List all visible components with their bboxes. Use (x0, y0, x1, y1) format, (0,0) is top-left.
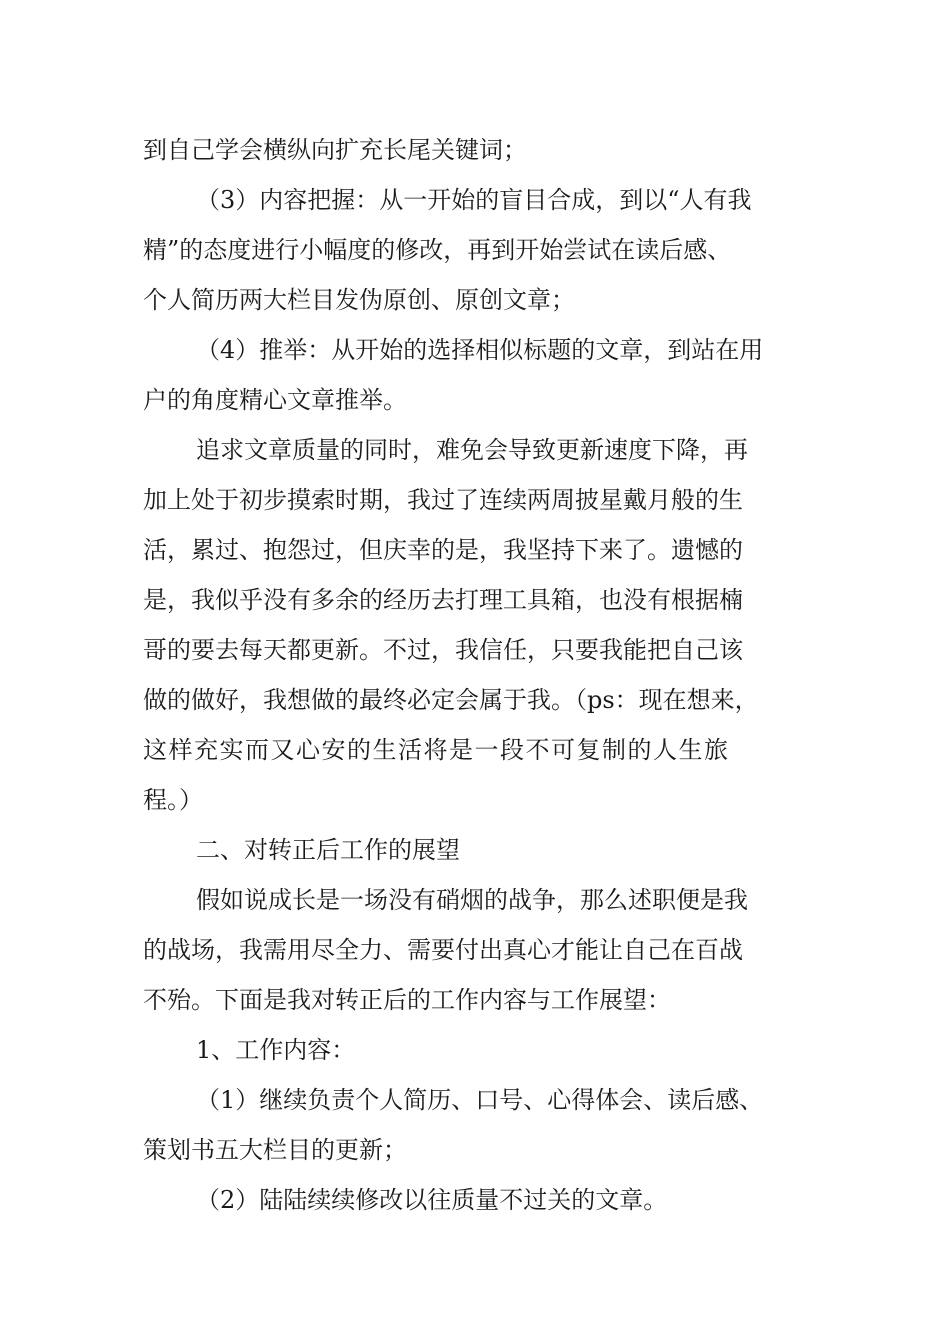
text-line-17: 的战场，我需用尽全力、需要付出真心才能让自己在百战 (143, 936, 743, 964)
text-line-16: 假如说成长是一场没有硝烟的战争，那么述职便是我 (196, 886, 748, 914)
section-heading: 二、对转正后工作的展望 (196, 836, 460, 864)
text-line-7: 追求文章质量的同时，难免会导致更新速度下降，再 (196, 436, 748, 464)
text-line-6: 户的角度精心文章推举。 (143, 386, 407, 414)
text-line-9: 活，累过、抱怨过，但庆幸的是，我坚持下来了。遗憾的 (143, 536, 743, 564)
text-line-13: 这样充实而又心安的生活将是一段不可复制的人生旅 (143, 736, 730, 764)
text-line-18: 不殆。下面是我对转正后的工作内容与工作展望： (143, 986, 671, 1014)
subheading-work-content: 1、工作内容： (196, 1036, 356, 1064)
text-line-5: （4）推举：从开始的选择相似标题的文章，到站在用 (196, 336, 764, 364)
text-line-1: 到自己学会横纵向扩充长尾关键词； (143, 136, 527, 164)
text-line-14: 程。） (143, 786, 203, 814)
text-line-8: 加上处于初步摸索时期，我过了连续两周披星戴月般的生 (143, 486, 743, 514)
text-line-3: 精”的态度进行小幅度的修改，再到开始尝试在读后感、 (143, 236, 732, 264)
text-line-2: （3）内容把握：从一开始的盲目合成，到以“人有我 (196, 186, 752, 214)
text-line-21: 策划书五大栏目的更新； (143, 1136, 407, 1164)
text-line-20: （1）继续负责个人简历、口号、心得体会、读后感、 (196, 1086, 764, 1114)
text-line-4: 个人简历两大栏目发伪原创、原创文章； (143, 286, 575, 314)
text-line-11: 哥的要去每天都更新。不过，我信任，只要我能把自己该 (143, 636, 743, 664)
text-line-12: 做的做好，我想做的最终必定会属于我。（ps：现在想来， (143, 686, 759, 714)
text-line-10: 是，我似乎没有多余的经历去打理工具箱，也没有根据楠 (143, 586, 743, 614)
text-line-22: （2）陆陆续续修改以往质量不过关的文章。 (196, 1186, 668, 1214)
